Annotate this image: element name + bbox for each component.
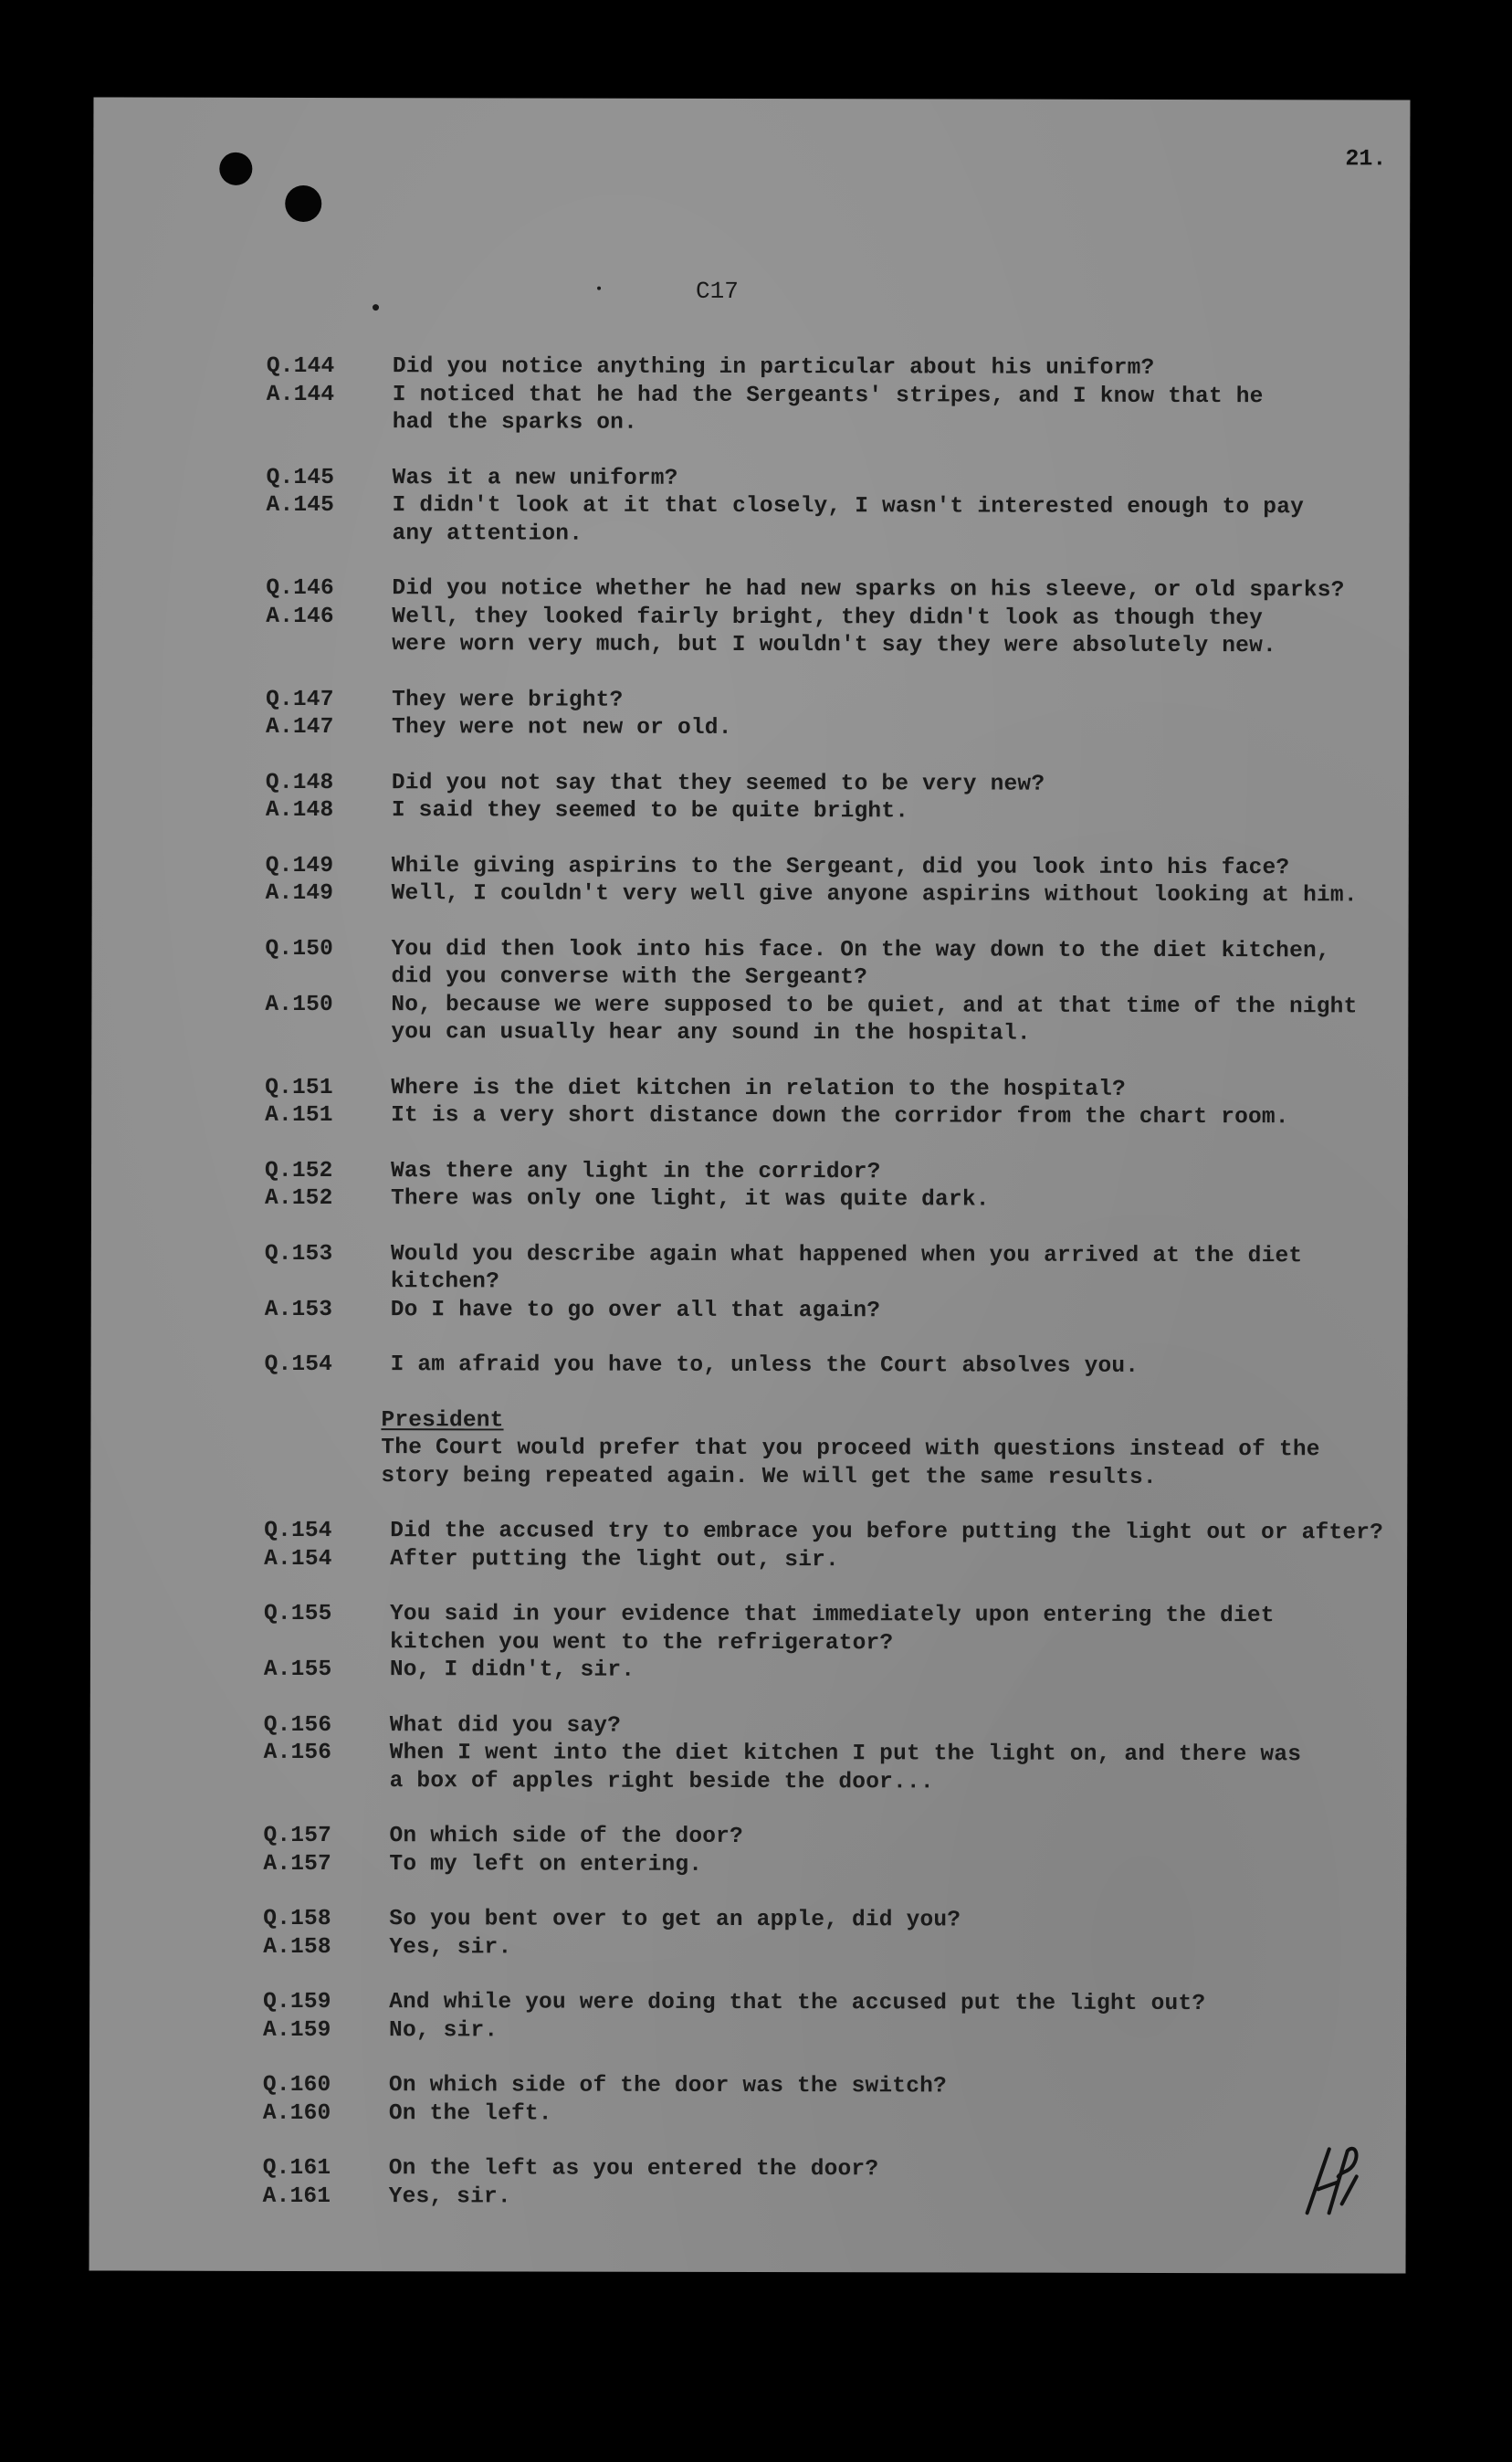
exchange-label: Q.148 xyxy=(265,770,334,795)
line-text: No, sir. xyxy=(389,2017,499,2043)
transcript-line xyxy=(91,991,1408,1022)
line-text: While giving aspirins to the Sergeant, did you look into his face? xyxy=(391,853,1290,880)
qa-exchange xyxy=(89,1988,1406,2046)
line-text: On the left. xyxy=(388,2100,552,2127)
transcript-line xyxy=(92,630,1409,661)
transcript-line xyxy=(91,1101,1408,1132)
president-line: story being repeated again. We will get the same results. xyxy=(381,1463,1157,1490)
line-text: Do I have to go over all that again? xyxy=(390,1297,881,1323)
exchange-label: Q.150 xyxy=(265,936,334,962)
transcript-line xyxy=(89,1988,1406,2019)
transcript xyxy=(89,352,1410,2240)
transcript-line xyxy=(90,1545,1407,1576)
qa-exchange xyxy=(91,1240,1408,1327)
exchange-label: A.155 xyxy=(263,1657,332,1683)
transcript-line xyxy=(90,1628,1407,1659)
exchange-label: A.147 xyxy=(266,714,334,741)
transcript-line xyxy=(92,574,1409,605)
exchange-label: A.148 xyxy=(265,797,334,824)
transcript-line xyxy=(89,2016,1406,2047)
line-text: It is a very short distance down the corridor from the chart room. xyxy=(391,1103,1289,1131)
exchange-label: Q.153 xyxy=(264,1241,333,1267)
exchange-label: A.158 xyxy=(263,1934,331,1960)
transcript-line xyxy=(89,1822,1406,1853)
exchange-label: A.146 xyxy=(266,604,334,629)
line-text: were worn very much, but I wouldn't say they were absolutely new. xyxy=(392,632,1276,659)
transcript-line xyxy=(90,1517,1407,1548)
transcript-line xyxy=(93,381,1410,412)
exchange-label: A.156 xyxy=(263,1740,332,1766)
exchange-label: Q.149 xyxy=(265,853,334,879)
transcript-line xyxy=(93,464,1410,495)
transcript-line xyxy=(93,491,1410,522)
line-text: Did you notice anything in particular about his uniform? xyxy=(392,354,1155,381)
qa-exchange xyxy=(92,574,1409,661)
line-text: I said they seemed to be quite bright. xyxy=(391,798,909,825)
exchange-label: Q.160 xyxy=(262,2072,331,2099)
exchange-label: Q.155 xyxy=(263,1601,332,1627)
qa-exchange xyxy=(90,1600,1407,1687)
exchange-label: Q.144 xyxy=(266,353,335,380)
line-text: Did you notice whether he had new sparks on his sleeve, or old sparks? xyxy=(392,576,1345,604)
exchange-label: Q.147 xyxy=(266,687,334,712)
transcript-line xyxy=(92,935,1409,966)
exchange-label: A.150 xyxy=(265,992,333,1017)
line-text: any attention. xyxy=(392,521,583,547)
initials-scribble xyxy=(1302,2140,1362,2218)
exchange-label: Q.154 xyxy=(264,1518,332,1544)
transcript-line xyxy=(93,408,1410,439)
transcript-line xyxy=(92,686,1409,717)
line-text: What did you say? xyxy=(389,1712,622,1739)
exchange-label: Q.151 xyxy=(265,1075,333,1100)
qa-exchange xyxy=(91,1157,1408,1215)
exchange-label: A.151 xyxy=(265,1102,333,1129)
transcript-line xyxy=(91,1157,1408,1188)
qa-exchange xyxy=(92,769,1409,827)
transcript-line xyxy=(93,352,1410,384)
line-text: When I went into the diet kitchen I put the light on, and there was xyxy=(389,1741,1302,1768)
president-remark xyxy=(90,1406,1407,1493)
transcript-line xyxy=(91,1018,1408,1049)
line-text: kitchen you went to the refrigerator? xyxy=(389,1629,894,1656)
exchange-label: A.152 xyxy=(264,1185,333,1212)
document-page xyxy=(89,97,1411,2273)
punch-hole xyxy=(219,153,252,185)
qa-exchange xyxy=(92,852,1409,910)
line-text: I noticed that he had the Sergeants' stripes, and I know that he xyxy=(392,382,1264,409)
transcript-line xyxy=(89,2071,1406,2102)
qa-exchange xyxy=(91,1074,1408,1132)
line-text: No, because we were supposed to be quiet, and at that time of the night xyxy=(391,992,1358,1019)
exchange-label: Q.154 xyxy=(264,1352,333,1378)
line-text: did you converse with the Sergeant? xyxy=(391,964,868,991)
exchange-label: A.159 xyxy=(263,2017,331,2043)
exchange-label: Q.146 xyxy=(266,575,334,602)
ink-speck xyxy=(373,304,379,310)
line-text: Well, I couldn't very well give anyone aspirins without looking at him. xyxy=(391,881,1358,909)
president-line: The Court would prefer that you proceed with questions instead of the xyxy=(381,1436,1320,1463)
page-number: 21. xyxy=(1345,145,1387,173)
transcript-line xyxy=(90,1767,1407,1798)
transcript-line xyxy=(91,1268,1408,1299)
transcript-line xyxy=(89,2154,1406,2185)
transcript-line xyxy=(92,852,1409,883)
line-text: you can usually hear any sound in the hospital. xyxy=(391,1020,1031,1047)
qa-exchange xyxy=(91,1351,1408,1382)
transcript-line xyxy=(90,1656,1407,1687)
line-text: On which side of the door was the switch? xyxy=(388,2073,947,2099)
qa-exchange xyxy=(89,2154,1406,2213)
transcript-line xyxy=(89,1905,1406,1936)
exchange-label: A.149 xyxy=(265,880,334,907)
exchange-label: A.145 xyxy=(266,492,335,519)
transcript-line xyxy=(91,1184,1408,1215)
line-text: To my left on entering. xyxy=(389,1851,703,1878)
line-text: There was only one light, it was quite dark. xyxy=(390,1186,990,1213)
qa-exchange xyxy=(92,686,1409,744)
exchange-label: A.160 xyxy=(262,2100,331,2126)
sheet-code: C17 xyxy=(696,277,739,305)
line-text: Was it a new uniform? xyxy=(392,465,678,491)
line-text: kitchen? xyxy=(390,1269,500,1295)
line-text: No, I didn't, sir. xyxy=(389,1657,635,1683)
qa-exchange xyxy=(90,1711,1407,1798)
exchange-label: A.157 xyxy=(263,1851,331,1877)
punch-hole xyxy=(285,185,321,222)
transcript-line xyxy=(90,1711,1407,1742)
exchange-label: Q.156 xyxy=(263,1712,332,1738)
exchange-label: A.144 xyxy=(266,382,335,407)
exchange-label: Q.158 xyxy=(263,1906,331,1932)
transcript-line xyxy=(92,603,1409,634)
line-text: had the sparks on. xyxy=(392,410,638,436)
exchange-label: A.161 xyxy=(262,2183,331,2209)
handwritten-initials xyxy=(1302,2140,1362,2218)
qa-exchange xyxy=(92,464,1409,551)
line-text: Did the accused try to embrace you before putting the light out or after? xyxy=(390,1519,1384,1546)
transcript-line xyxy=(91,963,1408,994)
line-text: a box of apples right beside the door... xyxy=(389,1768,934,1794)
qa-exchange xyxy=(89,2071,1406,2130)
transcript-line xyxy=(92,879,1409,910)
line-text: You did then look into his face. On the way down to the diet kitchen, xyxy=(391,936,1330,963)
transcript-line xyxy=(91,1296,1408,1327)
exchange-label: A.153 xyxy=(264,1297,333,1322)
transcript-line xyxy=(91,1074,1408,1105)
exchange-label: Q.157 xyxy=(263,1823,332,1849)
line-text: They were bright? xyxy=(392,687,624,713)
transcript-line xyxy=(89,2099,1406,2131)
qa-exchange xyxy=(91,935,1408,1049)
exchange-label: Q.145 xyxy=(266,465,335,490)
transcript-line xyxy=(92,796,1409,827)
exchange-label: Q.159 xyxy=(263,1989,331,2015)
line-text: Where is the diet kitchen in relation to the hospital? xyxy=(391,1075,1126,1102)
transcript-line xyxy=(90,1600,1407,1631)
transcript-line xyxy=(92,769,1409,800)
transcript-line xyxy=(89,2183,1406,2214)
line-text: On which side of the door? xyxy=(389,1824,744,1849)
line-text: Would you describe again what happened when you arrived at the diet xyxy=(390,1241,1303,1268)
line-text: So you bent over to get an apple, did you? xyxy=(389,1907,961,1933)
line-text: You said in your evidence that immediately upon entering the diet xyxy=(389,1602,1275,1629)
speaker-heading: President xyxy=(381,1407,504,1433)
transcript-line xyxy=(89,1850,1406,1881)
line-text: I didn't look at it that closely, I wasn't interested enough to pay xyxy=(392,493,1305,521)
line-text: After putting the light out, sir. xyxy=(390,1546,839,1573)
line-text: Yes, sir. xyxy=(388,2183,511,2209)
line-text: Well, they looked fairly bright, they didn't look as though they xyxy=(392,604,1264,631)
line-text: They were not new or old. xyxy=(392,715,732,741)
qa-exchange xyxy=(90,1517,1407,1575)
exchange-label: A.154 xyxy=(264,1546,332,1572)
line-text: Was there any light in the corridor? xyxy=(391,1158,881,1184)
transcript-line xyxy=(89,1933,1406,1964)
qa-exchange xyxy=(89,1822,1406,1880)
transcript-line xyxy=(92,713,1409,744)
qa-exchange xyxy=(93,352,1410,439)
qa-exchange xyxy=(89,1905,1406,1963)
transcript-line xyxy=(90,1739,1407,1770)
transcript-line xyxy=(92,520,1409,551)
ink-speck xyxy=(597,287,601,290)
line-text: Yes, sir. xyxy=(389,1934,512,1960)
transcript-line xyxy=(91,1240,1408,1271)
line-text: On the left as you entered the door? xyxy=(388,2156,879,2183)
exchange-label: Q.152 xyxy=(265,1158,333,1184)
line-text: Did you not say that they seemed to be very new? xyxy=(391,770,1045,797)
transcript-line xyxy=(91,1351,1408,1382)
line-text: And while you were doing that the accused put the light out? xyxy=(389,1990,1206,2017)
line-text: I am afraid you have to, unless the Court absolves you. xyxy=(390,1352,1139,1379)
exchange-label: Q.161 xyxy=(262,2155,331,2182)
